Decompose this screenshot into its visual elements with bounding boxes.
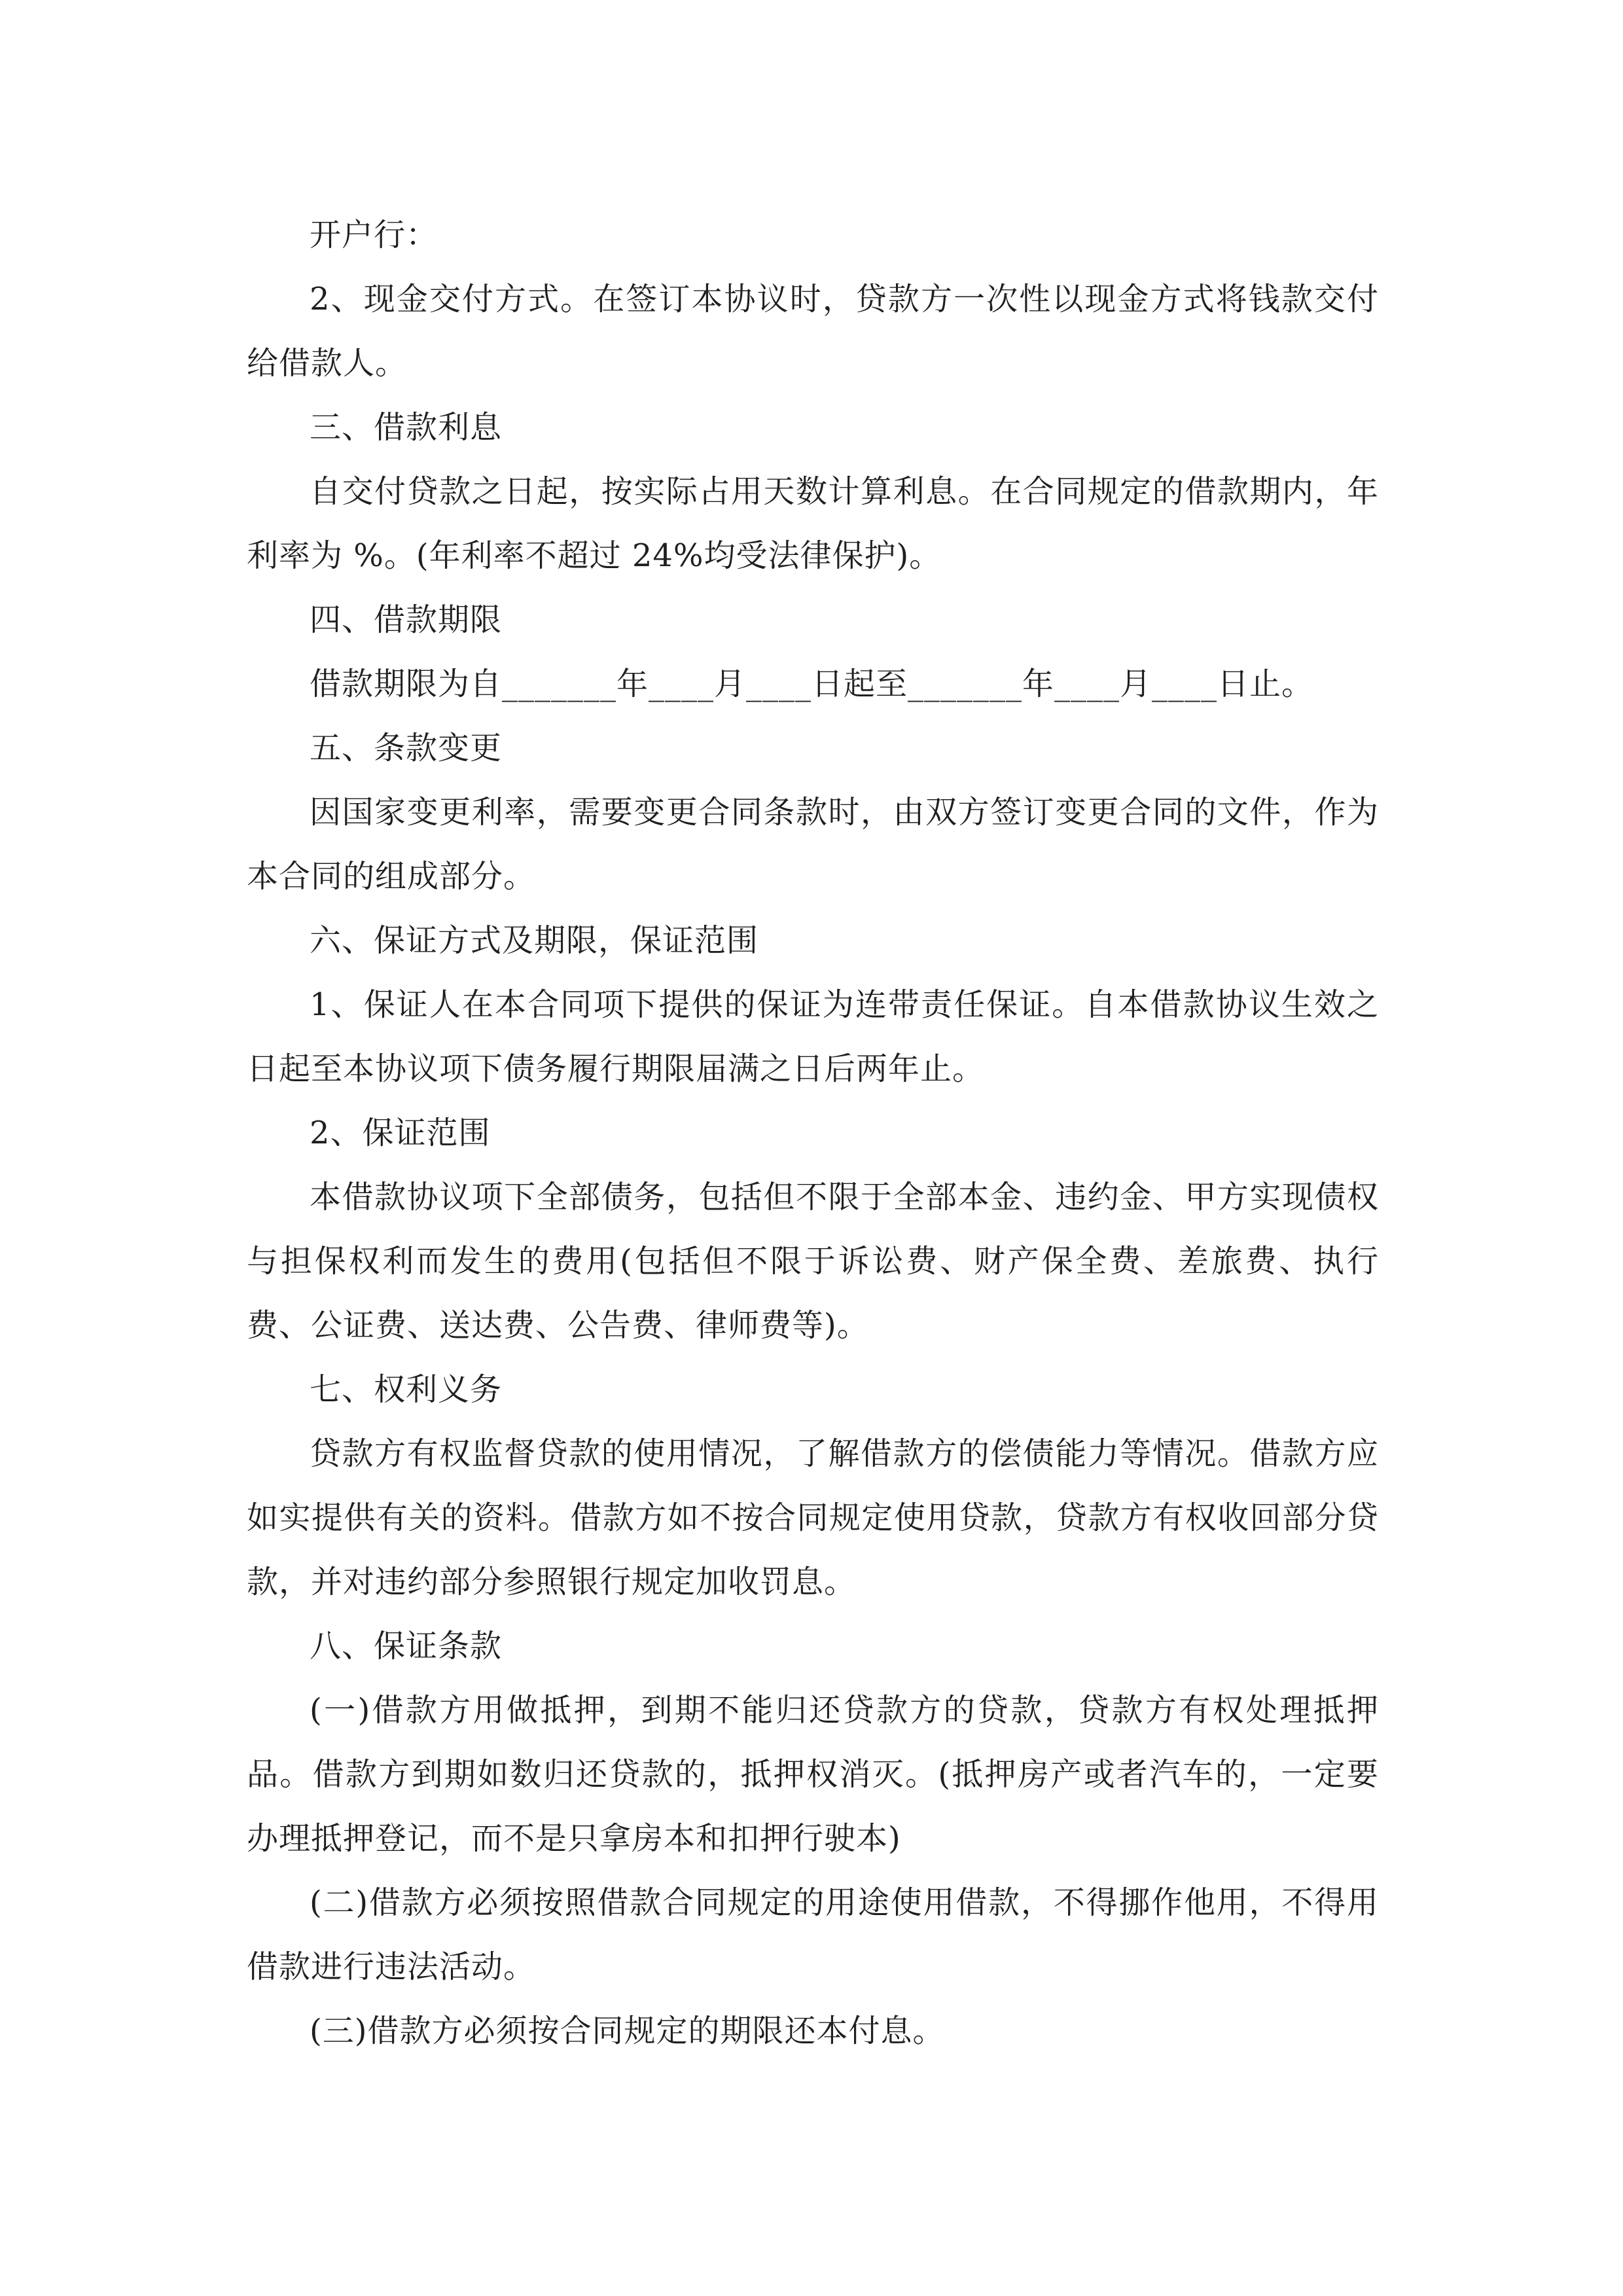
paragraph-security-3: (三)借款方必须按合同规定的期限还本付息。 — [310, 2013, 945, 2049]
heading-rights: 七、权利义务 — [310, 1371, 503, 1408]
paragraph-interest: 自交付贷款之日起，按实际占用天数计算利息。在合同规定的借款期内，年利率为 %。(年利率不超过 24%均受法律保护)。 — [247, 473, 1379, 574]
heading-interest: 三、借款利息 — [310, 409, 503, 446]
paragraph-term: 借款期限为自_______年____月____日起至_______年____月____日止。 — [310, 666, 1314, 702]
paragraph-cash-delivery: 2、现金交付方式。在签订本协议时，贷款方一次性以现金方式将钱款交付给借款人。 — [247, 281, 1379, 382]
heading-term: 四、借款期限 — [310, 601, 503, 638]
heading-security-terms: 八、保证条款 — [310, 1628, 503, 1664]
paragraph-guarantee-type: 1、保证人在本合同项下提供的保证为连带责任保证。自本借款协议生效之日起至本协议项下债务履行期限届满之日后两年止。 — [247, 986, 1379, 1087]
heading-guarantee-scope: 2、保证范围 — [310, 1115, 491, 1151]
heading-guarantee: 六、保证方式及期限，保证范围 — [310, 922, 759, 959]
paragraph-security-1: (一)借款方用做抵押，到期不能归还贷款方的贷款，贷款方有权处理抵押品。借款方到期如数归还贷款的，抵押权消灭。(抵押房产或者汽车的，一定要办理抵押登记，而不是只拿房本和扣押行驶本) — [247, 1692, 1379, 1857]
heading-amendment: 五、条款变更 — [310, 730, 503, 766]
paragraph-guarantee-scope: 本借款协议项下全部债务，包括但不限于全部本金、违约金、甲方实现债权与担保权利而发生的费用(包括但不限于诉讼费、财产保全费、差旅费、执行费、公证费、送达费、公告费、律师费等)。 — [247, 1179, 1379, 1344]
paragraph-amendment: 因国家变更利率，需要变更合同条款时，由双方签订变更合同的文件，作为本合同的组成部分。 — [247, 794, 1379, 895]
paragraph-rights: 贷款方有权监督贷款的使用情况，了解借款方的偿债能力等情况。借款方应如实提供有关的资料。借款方如不按合同规定使用贷款，贷款方有权收回部分贷款，并对违约部分参照银行规定加收罚息。 — [247, 1435, 1379, 1600]
paragraph-bank: 开户行： — [310, 217, 438, 253]
document-body — [247, 203, 1379, 2063]
paragraph-security-2: (二)借款方必须按照借款合同规定的用途使用借款，不得挪作他用，不得用借款进行违法活动。 — [247, 1884, 1379, 1985]
